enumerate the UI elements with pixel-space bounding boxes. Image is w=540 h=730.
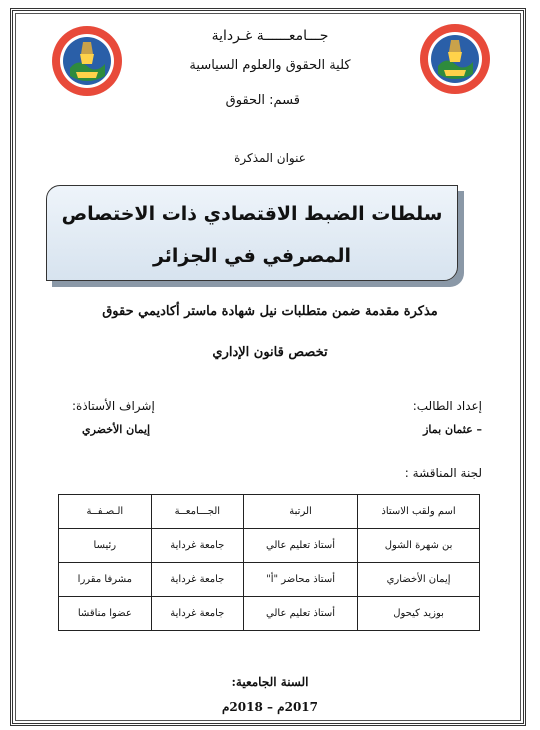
table-cell: جامعة غرداية: [151, 563, 243, 597]
thesis-title-line-1: سلطات الضبط الاقتصادي ذات الاختصاص: [61, 203, 443, 225]
table-row: [59, 597, 480, 631]
column-header: اسم ولقب الاستاذ: [358, 495, 480, 529]
student-label: إعداد الطالب:: [412, 399, 482, 413]
table-row: [59, 529, 480, 563]
academic-year-label: السنة الجامعية:: [231, 675, 309, 689]
seal-icon: [418, 22, 492, 96]
table-cell: أستاذ تعليم عالي: [243, 529, 357, 563]
table-cell: إيمان الأخضاري: [358, 563, 480, 597]
thesis-title-line-2: المصرفي في الجزائر: [152, 245, 352, 267]
table-cell: جامعة غرداية: [151, 529, 243, 563]
table-cell: عضوا مناقشا: [59, 597, 152, 631]
academic-year-value: 2017م – 2018م: [221, 700, 319, 714]
supervisor-label: إشراف الأستاذة:: [72, 399, 155, 413]
column-header: الـصـفــة: [59, 495, 152, 529]
department-name: قسم: الحقوق: [225, 93, 300, 108]
table-header-row: [59, 495, 480, 529]
jury-table: [58, 494, 480, 631]
university-logo-left: [50, 24, 124, 98]
committee-label: لجنة المناقشة :: [404, 466, 482, 480]
memo-subtitle: مذكرة مقدمة ضمن متطلبات نيل شهادة ماستر أكاديمي حقوق: [102, 304, 438, 319]
table-cell: بوزيد كيحول: [358, 597, 480, 631]
memo-title-label: عنوان المذكرة: [234, 151, 306, 165]
table-cell: جامعة غرداية: [151, 597, 243, 631]
seal-icon: [50, 24, 124, 98]
column-header: الجـــامعــة: [151, 495, 243, 529]
supervisor-name: إيمان الأخضري: [82, 423, 151, 436]
table-cell: رئيسا: [59, 529, 152, 563]
table-cell: مشرفا مقررا: [59, 563, 152, 597]
student-name: – عثمان بماز: [423, 423, 482, 436]
table-cell: أستاذ تعليم عالي: [243, 597, 357, 631]
column-header: الرتبة: [243, 495, 357, 529]
university-logo-right: [418, 22, 492, 96]
specialization: تخصص قانون الإداري: [212, 345, 328, 360]
faculty-name: كلية الحقوق والعلوم السياسية: [189, 58, 351, 73]
table-cell: أستاذ محاضر "أ": [243, 563, 357, 597]
university-name: جـــامعــــــة غـرداية: [211, 28, 329, 44]
table-row: [59, 563, 480, 597]
table-cell: بن شهرة الشول: [358, 529, 480, 563]
